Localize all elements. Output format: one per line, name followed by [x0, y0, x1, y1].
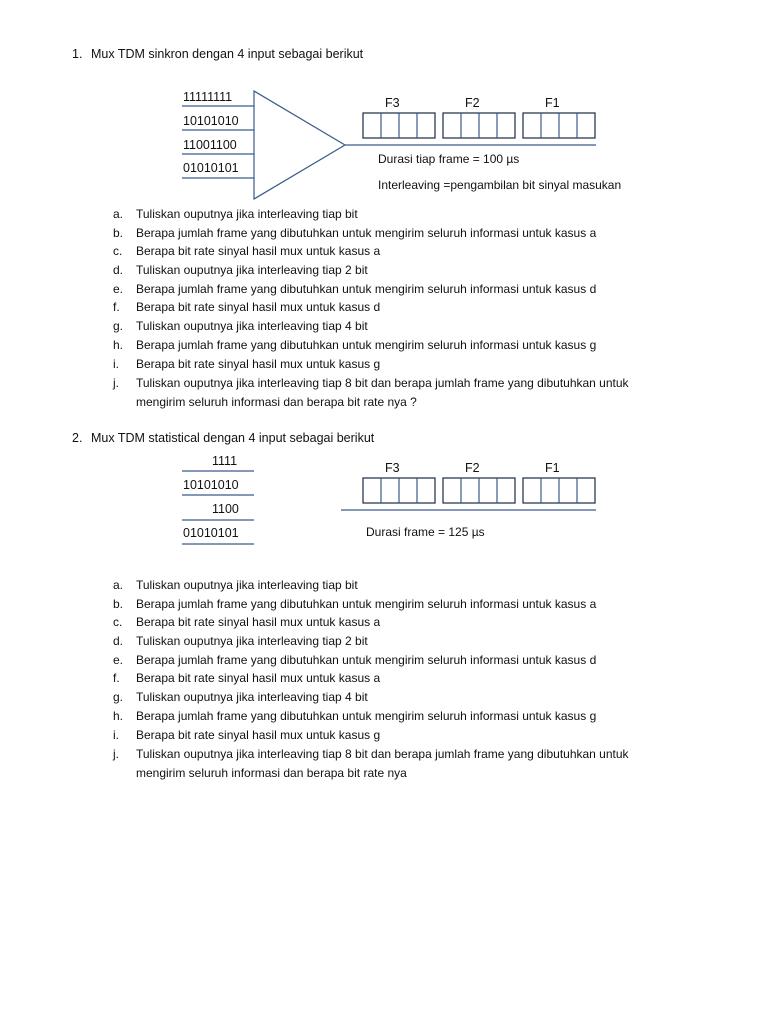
- q1-input-4: 01010101: [183, 161, 239, 175]
- q1-mux-triangle: [254, 91, 345, 199]
- q2-input-2: 10101010: [183, 478, 239, 492]
- q2-title: Mux TDM statistical dengan 4 input sebagai berikut: [91, 431, 375, 445]
- q2-frame-label-f3: F3: [385, 461, 400, 475]
- q2-frame-label-f1: F1: [545, 461, 560, 475]
- q2-input-1: 1111: [212, 454, 238, 468]
- q1-frame-f3: [363, 113, 435, 138]
- q1-frame-f2: [443, 113, 515, 138]
- q2-duration-note: Durasi frame = 125 µs: [366, 525, 485, 539]
- q1-input-3: 11001100: [183, 138, 237, 152]
- q2-frame-f2: [443, 478, 515, 503]
- q2-frame-label-f2: F2: [465, 461, 480, 475]
- q1-number: 1.: [72, 47, 83, 61]
- q1-interleave-note: Interleaving =pengambilan bit sinyal masukan: [378, 178, 622, 192]
- q1-frame-label-f2: F2: [465, 96, 480, 110]
- q2-input-4: 01010101: [183, 526, 239, 540]
- q1-frame-f1: [523, 113, 595, 138]
- q2-input-3: 1100: [212, 502, 239, 516]
- q2-frame-f1: [523, 478, 595, 503]
- q1-input-1: 11111111: [183, 90, 233, 104]
- q1-title: Mux TDM sinkron dengan 4 input sebagai berikut: [91, 47, 364, 61]
- q1-frame-label-f3: F3: [385, 96, 400, 110]
- q1-frame-label-f1: F1: [545, 96, 560, 110]
- q2-number: 2.: [72, 431, 83, 445]
- q2-frame-f3: [363, 478, 435, 503]
- q1-duration-note: Durasi tiap frame = 100 µs: [378, 152, 520, 166]
- q1-input-2: 10101010: [183, 114, 239, 128]
